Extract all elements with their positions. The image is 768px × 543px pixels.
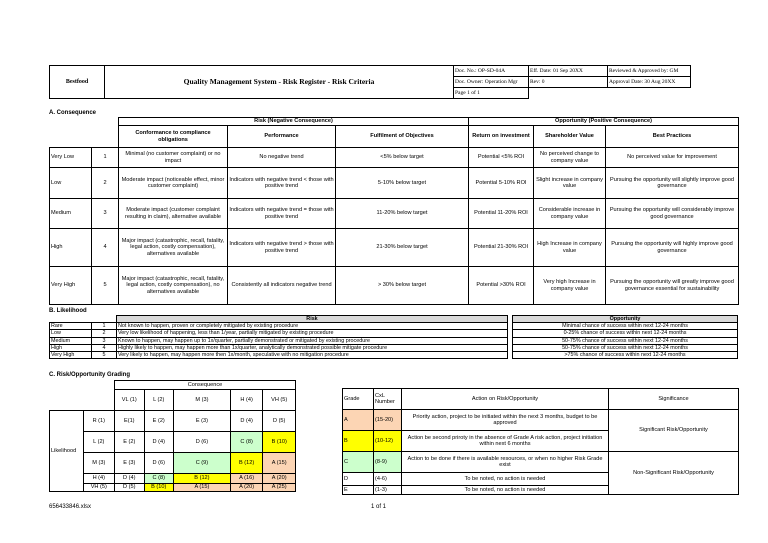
company-name: Bestfood <box>50 66 105 99</box>
document-title: Quality Management System - Risk Register - Risk Criteria <box>105 66 454 99</box>
table-cell: > 30% below target <box>336 267 469 305</box>
opportunity-description: 50-75% chance of success within next 12-24 months <box>513 337 738 344</box>
table-cell: Pursuing the opportunity will slightly improve good governance <box>606 168 739 199</box>
reviewed-by: Reviewed & Approved by: GM <box>608 66 691 77</box>
matrix-row-header: VH (5) <box>83 484 115 492</box>
table-cell: Potential 21-30% ROI <box>469 229 534 267</box>
footer-page: 1 of 1 <box>371 504 387 510</box>
action-header: Action on Risk/Opportunity <box>402 389 609 410</box>
consequence-table <box>49 117 739 305</box>
significance-header: Significance <box>609 389 739 410</box>
matrix-row <box>50 411 296 432</box>
matrix-cell: B (10) <box>144 484 173 492</box>
level-number: 2 <box>92 168 119 199</box>
table-cell: 11-20% below target <box>336 199 469 229</box>
level-number: 5 <box>92 267 119 305</box>
number-cell: (8-9) <box>374 452 402 473</box>
grade-cell: A <box>343 410 374 431</box>
table-cell: Moderate impact (noticeable effect, minor customer complaint) <box>119 168 228 199</box>
table-cell: No perceived change to company value <box>534 148 606 168</box>
table-cell: No negative trend <box>228 148 336 168</box>
table-cell: <5% below target <box>336 148 469 168</box>
grade-cell: E <box>343 486 374 495</box>
risk-description: Very low likelihood of happening, less than 1/year, partially mitigated by existing procedure <box>117 330 508 337</box>
table-cell: Indicators with negative trend > those with positive trend <box>228 229 336 267</box>
table-row <box>50 330 738 337</box>
opportunity-header: Opportunity <box>513 316 738 323</box>
likelihood-table <box>49 315 738 359</box>
grade-cell: D <box>343 473 374 486</box>
approval-date: Approval Date: 30 Aug 20XX <box>608 77 691 88</box>
level-label: Medium <box>50 199 92 229</box>
table-row <box>50 168 739 199</box>
table-cell: High Increase in company value <box>534 229 606 267</box>
level-number: 4 <box>92 344 117 351</box>
level-number: 3 <box>92 199 119 229</box>
grade-cell: C <box>343 452 374 473</box>
likelihood-axis-label: Likelihood <box>50 411 84 492</box>
table-cell: Very high Increase in company value <box>534 267 606 305</box>
matrix-cell: D (4) <box>144 432 173 453</box>
matrix-cell: E (2) <box>144 411 173 432</box>
matrix-cell: D (5) <box>115 484 144 492</box>
table-cell: 5-10% below target <box>336 168 469 199</box>
level-label: Very Low <box>50 148 92 168</box>
table-row <box>50 323 738 330</box>
risk-description: Not known to happen, proven or completely mitigated by existing procedure <box>117 323 508 330</box>
matrix-row-header: H (4) <box>83 474 115 484</box>
matrix-col-header: VH (5) <box>263 390 296 411</box>
matrix-col-header: H (4) <box>230 390 263 411</box>
number-cell: (15-20) <box>374 410 402 431</box>
level-number: 1 <box>92 148 119 168</box>
matrix-cell: B (12) <box>173 474 230 484</box>
revision: Rev: 0 <box>529 77 608 88</box>
level-label: Low <box>50 168 92 199</box>
column-header: Fulfilment of Objectives <box>336 126 469 148</box>
level-number: 3 <box>92 337 117 344</box>
level-label: High <box>50 344 92 351</box>
section-consequence-label: A. Consequence <box>49 110 97 116</box>
matrix-cell: A (25) <box>263 484 296 492</box>
table-row <box>343 410 739 431</box>
opportunity-group-header: Opportunity (Positive Consequence) <box>469 118 739 126</box>
footer-filename: 656433846.xlsx <box>49 504 92 510</box>
grade-header: Grade <box>343 389 374 410</box>
number-cell: (10-12) <box>374 431 402 452</box>
matrix-cell: E (3) <box>115 453 144 474</box>
opportunity-description: 0-25% chance of success within next 12-24 months <box>513 330 738 337</box>
matrix-row <box>50 453 296 474</box>
table-cell: Potential 5-10% ROI <box>469 168 534 199</box>
table-row <box>50 148 739 168</box>
matrix-cell: C (8) <box>230 432 263 453</box>
level-label: Medium <box>50 337 92 344</box>
level-label: Low <box>50 330 92 337</box>
matrix-cell: E (3) <box>173 411 230 432</box>
table-cell: Moderate impact (customer complaint resulting in claim), alternative available <box>119 199 228 229</box>
opportunity-description: >75% chance of success within next 12-24 months <box>513 352 738 359</box>
number-cell: (4-6) <box>374 473 402 486</box>
matrix-cell: A (16) <box>230 474 263 484</box>
non-significant-label: Non-Significant Risk/Opportunity <box>609 452 739 495</box>
risk-group-header: Risk (Negative Consequence) <box>119 118 469 126</box>
matrix-cell: E(1) <box>115 411 144 432</box>
matrix-cell: B (10) <box>263 432 296 453</box>
matrix-cell: C (9) <box>173 453 230 474</box>
matrix-cell: C (8) <box>144 474 173 484</box>
table-cell: Potential <5% ROI <box>469 148 534 168</box>
document-header <box>49 65 691 99</box>
doc-number: Doc. No.: OP-SD-04A <box>454 66 529 77</box>
grade-action-table <box>342 388 739 495</box>
matrix-cell: E (2) <box>115 432 144 453</box>
table-row <box>50 267 739 305</box>
matrix-row-header: R (1) <box>83 411 115 432</box>
table-cell: Considerable increase in company value <box>534 199 606 229</box>
level-label: High <box>50 229 92 267</box>
table-row <box>343 452 739 473</box>
table-cell: Pursuing the opportunity will considerably improve good governance <box>606 199 739 229</box>
table-cell: Major impact (catastrophic, recall, fatality, legal action, costly compensation), no alternatives available <box>119 267 228 305</box>
level-number: 1 <box>92 323 117 330</box>
level-label: Rare <box>50 323 92 330</box>
action-cell: Priority action, project to be initiated within the next 3 months, budget to be approved <box>402 410 609 431</box>
risk-description: Known to happen, may happen up to 1x/quarter, partially demonstrated or mitigated by existing procedure <box>117 337 508 344</box>
number-cell: (1-3) <box>374 486 402 495</box>
risk-description: Highly likely to happen, may happen more than 1x/quarter, analytically demonstrated possible mitigate procedure <box>117 344 508 351</box>
number-header: CxL Number <box>374 389 402 410</box>
matrix-cell: D (4) <box>115 474 144 484</box>
matrix-cell: A (20) <box>230 484 263 492</box>
table-cell: Major impact (catastrophic, recall, fatality, legal action, costly compensation), alternatives available <box>119 229 228 267</box>
matrix-row-header: M (3) <box>83 453 115 474</box>
table-cell: Potential >30% ROI <box>469 267 534 305</box>
table-cell: Slight increase in company value <box>534 168 606 199</box>
effective-date: Eff. Date: 01 Sep 20XX <box>529 66 608 77</box>
doc-owner: Doc. Owner: Operation Mgr <box>454 77 529 88</box>
level-number: 4 <box>92 229 119 267</box>
table-cell: 21-30% below target <box>336 229 469 267</box>
section-likelihood-label: B. Likelihood <box>49 308 87 314</box>
table-cell: Indicators with negative trend < those with positive trend <box>228 168 336 199</box>
column-header: Performance <box>228 126 336 148</box>
matrix-cell: D (6) <box>173 432 230 453</box>
table-row <box>50 337 738 344</box>
action-cell: Action to be done if there is available resources, or when no higher Risk Grade exist <box>402 452 609 473</box>
matrix-col-header: VL (1) <box>115 390 144 411</box>
matrix-cell: D (4) <box>230 411 263 432</box>
action-cell: To be noted, no action is needed <box>402 473 609 486</box>
matrix-cell: D (6) <box>144 453 173 474</box>
table-cell: Minimal (no customer complaint) or no impact <box>119 148 228 168</box>
action-cell: Action be second priroty in the absence of Grade A risk action, project initiation within next 6 months <box>402 431 609 452</box>
matrix-cell: A (15) <box>173 484 230 492</box>
grading-matrix <box>49 380 296 492</box>
table-row <box>50 344 738 351</box>
table-cell: No perceived value for improvement <box>606 148 739 168</box>
grade-cell: B <box>343 431 374 452</box>
matrix-row <box>50 432 296 453</box>
opportunity-description: Minimal chance of success within next 12-24 months <box>513 323 738 330</box>
table-cell: Indicators with negative trend = those with positive trend <box>228 199 336 229</box>
matrix-row <box>50 484 296 492</box>
matrix-row <box>50 474 296 484</box>
consequence-axis-label: Consequence <box>115 381 296 390</box>
matrix-cell: A (20) <box>263 474 296 484</box>
matrix-col-header: L (2) <box>144 390 173 411</box>
matrix-row-header: L (2) <box>83 432 115 453</box>
level-number: 5 <box>92 352 117 359</box>
table-row <box>50 352 738 359</box>
level-label: Very High <box>50 352 92 359</box>
level-label: Very High <box>50 267 92 305</box>
table-row <box>50 229 739 267</box>
matrix-col-header: M (3) <box>173 390 230 411</box>
table-cell: Potential 11-20% ROI <box>469 199 534 229</box>
column-header: Conformance to compliance obligations <box>119 126 228 148</box>
level-number: 2 <box>92 330 117 337</box>
table-cell: Pursuing the opportunity will highly improve good governance <box>606 229 739 267</box>
page-number: Page 1 of 1 <box>454 88 529 99</box>
table-row <box>50 199 739 229</box>
risk-description: Very likely to happen, may happen more then 1x/month, speculative with no mitigation procedure <box>117 352 508 359</box>
significant-label: Significant Risk/Opportunity <box>609 410 739 452</box>
column-header: Return on investment <box>469 126 534 148</box>
opportunity-description: 50-75% chance of success within next 12-24 months <box>513 344 738 351</box>
table-cell: Pursuing the opportunity will greatly improve good governance essential for sustainability <box>606 267 739 305</box>
matrix-cell: B (12) <box>230 453 263 474</box>
column-header: Best Practices <box>606 126 739 148</box>
matrix-cell: D (5) <box>263 411 296 432</box>
risk-header: Risk <box>117 316 508 323</box>
column-header: Shareholder Value <box>534 126 606 148</box>
table-cell: Consistently all indicators negative trend <box>228 267 336 305</box>
matrix-cell: A (15) <box>263 453 296 474</box>
section-grading-label: C. Risk/Opportunity Grading <box>49 372 131 378</box>
action-cell: To be noted, no action is needed <box>402 486 609 495</box>
